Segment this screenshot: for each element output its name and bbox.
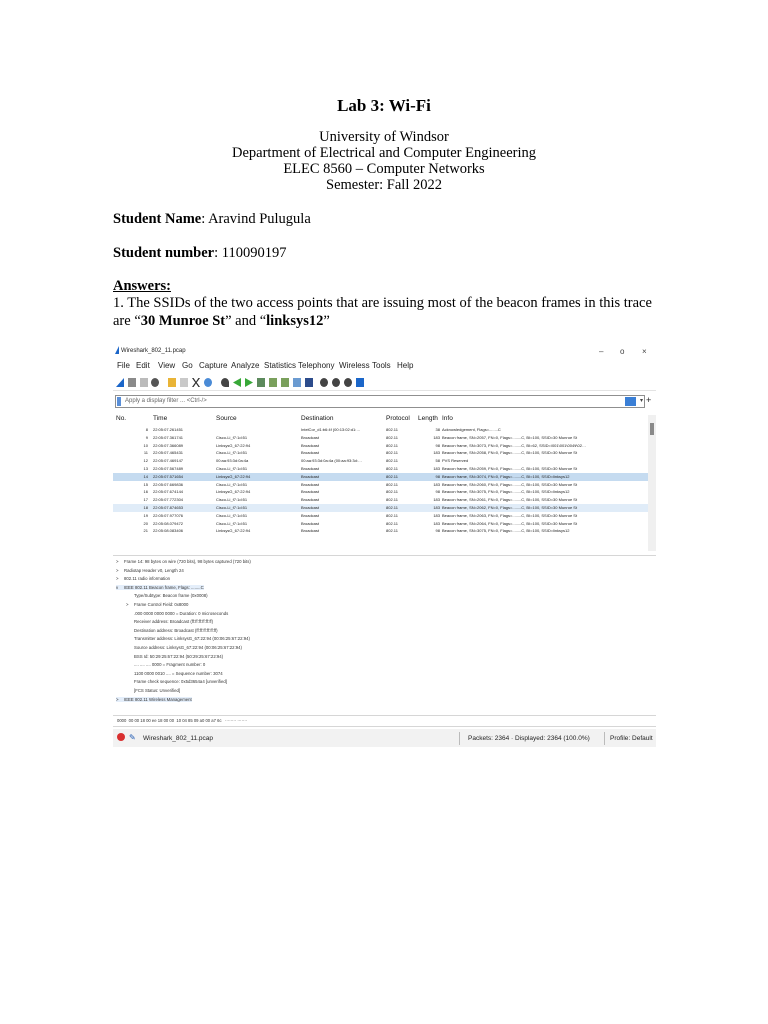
packet-len: 98 xyxy=(435,489,440,495)
packet-dst: Broadcast xyxy=(301,466,320,471)
normal-size-icon[interactable] xyxy=(344,378,352,387)
packet-no: 17 xyxy=(143,497,148,503)
packet-dst: Broadcast xyxy=(301,497,320,503)
packet-time: 22:05:07.366089 xyxy=(153,442,184,448)
detail-row[interactable] xyxy=(126,611,228,616)
packet-proto: 802.11 xyxy=(386,458,398,464)
answer-1 xyxy=(113,294,653,330)
packet-dst: Broadcast xyxy=(301,442,320,448)
answer-1-ssid-2: linksys12 xyxy=(266,313,324,329)
packet-len: 183 xyxy=(433,505,440,510)
packet-len: 58 xyxy=(435,458,440,464)
answers-heading: Answers: xyxy=(113,278,171,294)
col-info[interactable]: Info xyxy=(442,415,453,422)
packet-src: Cisco-Li_f7:1d:51 xyxy=(216,520,248,526)
close-button[interactable]: × xyxy=(642,347,647,356)
status-packets: Packets: 2364 · Displayed: 2364 (100.0%) xyxy=(468,735,590,742)
packet-src: 00:aa:93:3d:0a:4a xyxy=(216,458,249,464)
student-number-line xyxy=(113,245,287,262)
packet-info: Beacon frame, SN=2062, FN=0, Flags=........C, BI=100, SSID=30 Munroe St xyxy=(442,505,578,510)
packet-proto: 802.11 xyxy=(386,466,398,471)
menu-go[interactable]: Go xyxy=(182,361,193,370)
packet-src: Cisco-Li_f7:1d:51 xyxy=(216,505,248,510)
packet-info: Beacon frame, SN=2063, FN=0, Flags=........C, BI=100, SSID=30 Munroe St xyxy=(442,512,578,518)
first-packet-icon[interactable] xyxy=(269,378,277,387)
answer-1-suffix: ” xyxy=(323,313,330,329)
packet-info: Beacon frame, SN=3073, FN=0, Flags=........C, BI=62, SSID=\001\001\004\f\02… xyxy=(442,442,586,448)
packet-no: 11 xyxy=(143,450,148,456)
packet-proto: 802.11 xyxy=(386,450,398,456)
reload-icon[interactable] xyxy=(204,378,212,387)
detail-text: Destination address: Broadcast (ff:ff:ff:ff:ff:ff) xyxy=(134,627,218,633)
menu-tools[interactable]: Tools xyxy=(372,361,391,370)
packet-time: 22:05:07.571654 xyxy=(153,473,184,479)
packet-no: 20 xyxy=(143,520,148,526)
start-capture-icon[interactable] xyxy=(116,378,124,387)
packet-row[interactable] xyxy=(113,426,648,434)
expand-right-icon[interactable]: > xyxy=(116,567,119,573)
packet-info: Beacon frame, SN=2059, FN=0, Flags=........C, BI=100, SSID=30 Munroe St xyxy=(442,466,578,471)
packet-no: 12 xyxy=(143,458,148,464)
detail-row[interactable] xyxy=(126,662,205,667)
detail-text: 802.11 radio information xyxy=(124,576,171,582)
packet-time: 22:05:07.874653 xyxy=(153,505,184,510)
status-bar xyxy=(113,729,656,747)
packet-no: 16 xyxy=(143,489,148,495)
packet-time: 22:05:07.361741 xyxy=(153,434,184,440)
display-filter-bar[interactable] xyxy=(115,395,645,408)
detail-row[interactable] xyxy=(126,688,180,693)
window-title: Wireshark_802_11.pcap xyxy=(121,348,186,354)
packet-src: Cisco-Li_f7:1d:51 xyxy=(216,497,248,503)
packet-proto: 802.11 xyxy=(386,434,398,440)
packet-time: 22:05:07.772304 xyxy=(153,497,184,503)
packet-list xyxy=(113,415,656,551)
document-title: Lab 3: Wi-Fi xyxy=(337,96,431,115)
detail-text: Receiver address: Broadcast (ff:ff:ff:ff:ff:ff) xyxy=(134,619,214,625)
status-divider xyxy=(459,732,460,745)
packet-row[interactable] xyxy=(113,442,648,450)
detail-text: .... .... .... 0000 = Fragment number: 0 xyxy=(134,662,206,668)
student-name-label: Student Name xyxy=(113,211,202,227)
detail-row[interactable] xyxy=(126,636,250,641)
expand-down-icon[interactable]: v xyxy=(116,584,119,590)
detail-text: IEEE 802.11 Beacon frame, Flags: ........C xyxy=(124,584,204,590)
wireshark-logo-icon xyxy=(115,346,119,354)
detail-row[interactable] xyxy=(116,568,184,573)
packet-dst: Broadcast xyxy=(301,481,320,487)
packet-dst: IntelCor_d1:b6:4f (00:13:02:d1:… xyxy=(301,427,361,432)
detail-row[interactable] xyxy=(116,576,170,581)
packet-len: 183 xyxy=(433,450,440,456)
packet-row[interactable] xyxy=(113,449,648,457)
packet-row[interactable] xyxy=(113,520,648,528)
packet-row[interactable] xyxy=(113,527,648,535)
packet-no: 13 xyxy=(143,466,148,471)
capture-options-icon[interactable] xyxy=(151,378,159,387)
packet-no: 9 xyxy=(145,434,148,440)
expand-right-icon[interactable]: > xyxy=(116,696,119,702)
colorize-icon[interactable] xyxy=(305,378,313,387)
packet-src: LinksysG_67:22:94 xyxy=(216,442,251,448)
detail-text: Source address: LinksysG_67:22:94 (00:06:25:67:22:94) xyxy=(134,645,242,650)
packet-time: 22:05:07.977076 xyxy=(153,512,184,518)
student-name-line xyxy=(113,211,311,228)
packet-proto: 802.11 xyxy=(386,512,398,518)
close-file-icon[interactable] xyxy=(192,378,200,387)
student-number-value: : 110090197 xyxy=(214,245,287,261)
menu-edit[interactable]: Edit xyxy=(136,361,150,370)
packet-src: Cisco-Li_f7:1d:51 xyxy=(216,450,248,456)
packet-dst: Broadcast xyxy=(301,450,320,456)
detail-text: Frame 14: 98 bytes on wire (720 bits), 98 bytes captured (720 bits) xyxy=(124,559,251,564)
packet-info: Beacon frame, SN=2060, FN=0, Flags=........C, BI=100, SSID=30 Munroe St xyxy=(442,481,578,487)
find-packet-icon[interactable] xyxy=(221,378,229,387)
detail-row[interactable] xyxy=(126,602,188,607)
packet-src: LinksysG_67:22:94 xyxy=(216,489,251,495)
semester: Semester: Fall 2022 xyxy=(326,177,442,193)
detail-row[interactable] xyxy=(126,654,223,659)
detail-text: Frame check sequence: 0x5d3654a4 [unverified] xyxy=(134,679,227,685)
menu-wireless[interactable]: Wireless xyxy=(339,361,370,370)
chevron-down-icon[interactable]: ▾ xyxy=(639,398,643,404)
packet-info: Beacon frame, SN=2061, FN=0, Flags=........C, BI=100, SSID=30 Munroe St xyxy=(442,497,578,503)
packet-dst: Broadcast xyxy=(301,520,320,526)
packet-no: 21 xyxy=(143,528,148,534)
packet-info: Beacon frame, SN=3075, FN=0, Flags=........C, BI=100, SSID=linksys12 xyxy=(442,489,570,495)
department: Department of Electrical and Computer Engineering xyxy=(232,145,536,161)
packet-no: 18 xyxy=(143,505,148,510)
main-toolbar xyxy=(113,376,656,391)
detail-text: Frame Control Field: 0x8000 xyxy=(134,602,189,607)
packet-proto: 802.11 xyxy=(386,528,398,534)
go-back-icon[interactable] xyxy=(233,378,241,387)
detail-text: Radiotap Header v0, Length 24 xyxy=(124,567,184,573)
packet-len: 183 xyxy=(433,520,440,526)
packet-proto: 802.11 xyxy=(386,442,398,448)
zoom-out-icon[interactable] xyxy=(332,378,340,387)
zoom-in-icon[interactable] xyxy=(320,378,328,387)
col-length[interactable]: Length xyxy=(418,415,438,422)
packet-len: 183 xyxy=(433,497,440,503)
detail-row[interactable] xyxy=(116,559,251,564)
packet-no: 8 xyxy=(145,427,148,432)
detail-text: Transmitter address: LinksysG_67:22:94 (00:06:25:67:22:94) xyxy=(134,636,250,642)
detail-row[interactable] xyxy=(126,593,208,598)
expand-right-icon[interactable]: > xyxy=(116,559,119,564)
save-file-icon[interactable] xyxy=(180,378,188,387)
packet-proto: 802.11 xyxy=(386,481,398,487)
packet-proto: 802.11 xyxy=(386,505,398,510)
expand-right-icon[interactable]: > xyxy=(116,576,119,582)
packet-info: Beacon frame, SN=2058, FN=0, Flags=........C, BI=100, SSID=30 Munroe St xyxy=(442,450,578,456)
col-time[interactable]: Time xyxy=(153,415,168,422)
packet-proto: 802.11 xyxy=(386,427,398,432)
student-name-value: : Aravind Pulugula xyxy=(201,211,311,227)
packet-dst: Broadcast xyxy=(301,489,320,495)
packet-time: 22:05:07.465431 xyxy=(153,450,184,456)
packet-proto: 802.11 xyxy=(386,497,398,503)
packet-info: PVS Reserved xyxy=(442,458,469,464)
bookmark-icon[interactable] xyxy=(117,397,121,406)
detail-text: [FCS Status: Unverified] xyxy=(134,688,181,693)
answer-1-prefix: 1. The SSIDs of the two access points that are issuing most of the beacon frames in this trace are “ xyxy=(113,295,652,329)
go-forward-icon[interactable] xyxy=(245,378,253,387)
packet-dst: Broadcast xyxy=(301,512,320,518)
scrollbar-thumb[interactable] xyxy=(650,423,654,435)
window-titlebar xyxy=(113,343,656,359)
packet-src: Cisco-Li_f7:1d:51 xyxy=(216,434,248,440)
packet-src: LinksysG_67:22:94 xyxy=(216,528,251,534)
packet-dst: Broadcast xyxy=(301,505,320,510)
packet-src: LinksysG_67:22:94 xyxy=(216,473,251,479)
detail-row[interactable] xyxy=(126,671,223,676)
detail-row[interactable] xyxy=(126,679,227,684)
detail-text: .000 0000 0000 0000 = Duration: 0 microseconds xyxy=(134,610,229,616)
packet-dst: 00:aa:93:3d:0a:4a (00:aa:93:3d:… xyxy=(301,458,362,464)
packet-list-scrollbar[interactable] xyxy=(648,415,656,551)
packet-row[interactable] xyxy=(113,496,648,504)
packet-no: 19 xyxy=(143,512,148,518)
detail-text: Type/Subtype: Beacon frame (0x0008) xyxy=(134,593,208,599)
packet-time: 22:05:08.083406 xyxy=(153,528,184,534)
status-divider xyxy=(604,732,605,745)
packet-time: 22:05:07.669836 xyxy=(153,481,184,487)
packet-len: 38 xyxy=(435,427,440,432)
col-no[interactable]: No. xyxy=(116,415,127,422)
status-file: Wireshark_802_11.pcap xyxy=(143,735,213,742)
packet-time: 22:05:07.567489 xyxy=(153,466,184,471)
packet-row[interactable] xyxy=(113,457,648,465)
packet-no: 14 xyxy=(143,473,148,479)
detail-text: 1100 0000 0010 .... = Sequence number: 3074 xyxy=(134,670,223,676)
packet-info: Beacon frame, SN=3074, FN=0, Flags=........C, BI=100, SSID=linksys12 xyxy=(442,473,570,479)
packet-bytes xyxy=(113,715,656,727)
detail-text: IEEE 802.11 Wireless Management xyxy=(124,696,192,702)
menu-telephony[interactable]: Telephony xyxy=(298,361,335,370)
menu-capture[interactable]: Capture xyxy=(199,361,228,370)
menu-analyze[interactable]: Analyze xyxy=(231,361,260,370)
menu-view[interactable]: View xyxy=(158,361,176,370)
last-packet-icon[interactable] xyxy=(281,378,289,387)
bytes-line[interactable]: 0000 00 00 18 00 ee 18 00 00 10 04 85 09 a0 00 a7 6c ········ ······· xyxy=(117,718,248,723)
packet-row[interactable] xyxy=(113,434,648,442)
packet-time: 22:05:07.469147 xyxy=(153,458,184,464)
restart-capture-icon[interactable] xyxy=(140,378,148,387)
packet-time: 22:05:07.674144 xyxy=(153,489,184,495)
stop-capture-icon[interactable] xyxy=(128,378,136,387)
packet-row[interactable] xyxy=(113,504,648,512)
col-destination[interactable]: Destination xyxy=(301,415,334,422)
detail-row[interactable] xyxy=(116,697,192,702)
detail-text: BSS Id: 50:29:25:67:22:94 (50:29:25:67:22:94) xyxy=(134,653,224,659)
packet-info: Beacon frame, SN=2057, FN=0, Flags=........C, BI=100, SSID=30 Munroe St xyxy=(442,434,578,440)
detail-row[interactable] xyxy=(126,645,242,650)
packet-proto: 802.11 xyxy=(386,489,398,495)
packet-row[interactable] xyxy=(113,465,648,473)
packet-len: 183 xyxy=(433,466,440,471)
packet-no: 15 xyxy=(143,481,148,487)
detail-row[interactable] xyxy=(116,585,204,590)
status-profile[interactable]: Profile: Default xyxy=(610,735,653,742)
detail-row[interactable] xyxy=(126,628,218,633)
filter-placeholder[interactable]: Apply a display filter ... <Ctrl-/> xyxy=(125,398,207,404)
packet-dst: Broadcast xyxy=(301,528,320,534)
add-filter-button[interactable]: + xyxy=(646,395,652,405)
packet-len: 98 xyxy=(435,528,440,534)
minimize-button[interactable]: – xyxy=(599,347,604,356)
edit-comment-icon[interactable]: ✎ xyxy=(129,733,136,742)
packet-src: Cisco-Li_f7:1d:51 xyxy=(216,512,248,518)
packet-proto: 802.11 xyxy=(386,520,398,526)
document-header xyxy=(0,129,768,193)
answer-1-ssid-1: 30 Munroe St xyxy=(140,313,226,329)
menu-statistics[interactable]: Statistics xyxy=(264,361,297,370)
detail-row[interactable] xyxy=(126,619,213,624)
autoscroll-icon[interactable] xyxy=(293,378,301,387)
packet-time: 22:05:07.261451 xyxy=(153,427,184,432)
packet-len: 183 xyxy=(433,481,440,487)
packet-time: 22:05:08.079472 xyxy=(153,520,184,526)
packet-src: Cisco-Li_f7:1d:51 xyxy=(216,466,248,471)
menu-help[interactable]: Help xyxy=(397,361,414,370)
packet-src: Cisco-Li_f7:1d:51 xyxy=(216,481,248,487)
university: University of Windsor xyxy=(319,129,449,145)
menu-file[interactable]: File xyxy=(117,361,130,370)
packet-info: Beacon frame, SN=3075, FN=0, Flags=........C, BI=100, SSID=linksys12 xyxy=(442,528,570,534)
course: ELEC 8560 – Computer Networks xyxy=(283,161,485,177)
packet-row[interactable] xyxy=(113,488,648,496)
go-to-packet-icon[interactable] xyxy=(257,378,265,387)
col-protocol[interactable]: Protocol xyxy=(386,415,410,422)
packet-len: 183 xyxy=(433,434,440,440)
packet-row[interactable] xyxy=(113,473,648,481)
packet-info: Acknowledgement, Flags=........C xyxy=(442,427,501,432)
wireshark-screenshot xyxy=(113,343,656,748)
packet-len: 183 xyxy=(433,512,440,518)
packet-details xyxy=(113,555,656,710)
capture-status-icon[interactable] xyxy=(117,733,125,741)
student-number-label: Student number xyxy=(113,245,215,261)
packet-dst: Broadcast xyxy=(301,434,320,440)
apply-filter-icon[interactable] xyxy=(625,397,636,406)
resize-columns-icon[interactable] xyxy=(356,378,364,387)
maximize-button[interactable]: o xyxy=(620,347,625,356)
packet-row[interactable] xyxy=(113,512,648,520)
packet-len: 98 xyxy=(435,442,440,448)
packet-no: 10 xyxy=(143,442,148,448)
packet-dst: Broadcast xyxy=(301,473,320,479)
col-source[interactable]: Source xyxy=(216,415,237,422)
packet-len: 98 xyxy=(435,473,440,479)
open-file-icon[interactable] xyxy=(168,378,176,387)
answer-1-mid: ” and “ xyxy=(225,313,267,329)
packet-row[interactable] xyxy=(113,481,648,489)
packet-info: Beacon frame, SN=2064, FN=0, Flags=........C, BI=100, SSID=30 Munroe St xyxy=(442,520,578,526)
packet-proto: 802.11 xyxy=(386,473,398,479)
expand-right-icon[interactable]: > xyxy=(126,602,129,607)
